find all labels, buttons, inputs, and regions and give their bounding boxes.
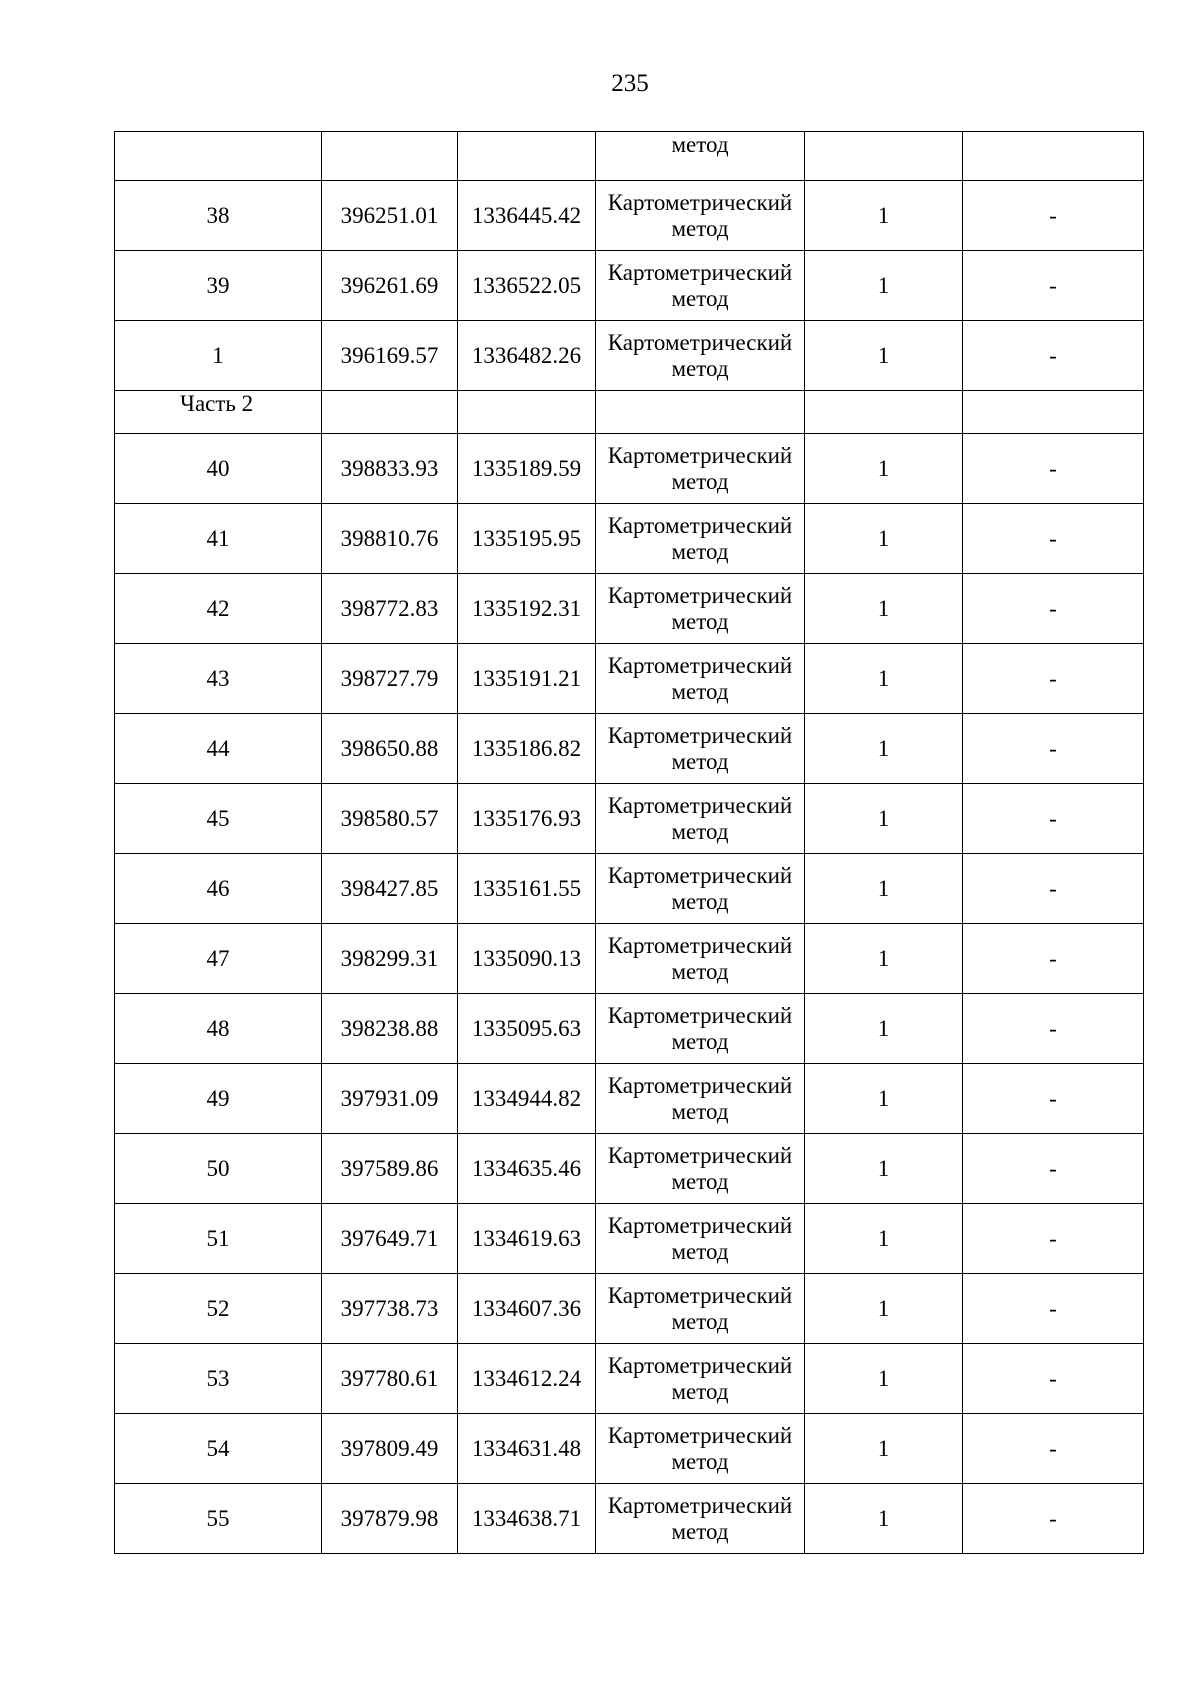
cell-method (596, 504, 805, 574)
method-line-1: Картометрический (607, 512, 793, 538)
method-line-1: Картометрический (607, 189, 793, 215)
cell-method (596, 784, 805, 854)
cell-accuracy: 1 (805, 1344, 963, 1414)
cell-accuracy: 1 (805, 504, 963, 574)
cell-method (596, 1204, 805, 1274)
method-line-1: Картометрический (607, 259, 793, 285)
cell-y: 1336522.05 (458, 251, 596, 321)
cell-method (596, 574, 805, 644)
method-line-1: Картометрический (607, 722, 793, 748)
cell-point-number: 41 (115, 504, 322, 574)
cell-description: - (963, 854, 1144, 924)
coordinates-table-body (115, 132, 1144, 1554)
cell-method (596, 644, 805, 714)
table-row (115, 1484, 1144, 1554)
method-line-2: метод (671, 1238, 729, 1264)
table-row (115, 1414, 1144, 1484)
cell-y: 1335090.13 (458, 924, 596, 994)
method-line-2: метод (671, 888, 729, 914)
cell-description: - (963, 181, 1144, 251)
cell-method (596, 434, 805, 504)
table-row (115, 251, 1144, 321)
cell-method (596, 321, 805, 391)
method-line-1: Картометрический (607, 1072, 793, 1098)
cell-y (458, 132, 596, 181)
method-line-2: метод (671, 285, 729, 311)
cell-accuracy: 1 (805, 574, 963, 644)
cell-x: 398810.76 (322, 504, 458, 574)
table-row (115, 1134, 1144, 1204)
cell-description (963, 132, 1144, 181)
cell-point-number: 47 (115, 924, 322, 994)
method-line-1: Картометрический (607, 652, 793, 678)
cell-point-number: 40 (115, 434, 322, 504)
cell-point-number: 46 (115, 854, 322, 924)
cell-y: 1335189.59 (458, 434, 596, 504)
cell-x: 397738.73 (322, 1274, 458, 1344)
method-line-2: метод (671, 608, 729, 634)
cell-accuracy: 1 (805, 1274, 963, 1344)
method-line-2: метод (671, 1028, 729, 1054)
method-line-2: метод (671, 215, 729, 241)
cell-accuracy: 1 (805, 784, 963, 854)
cell-x: 397589.86 (322, 1134, 458, 1204)
cell-accuracy: 1 (805, 1134, 963, 1204)
cell-accuracy: 1 (805, 434, 963, 504)
cell-description: - (963, 574, 1144, 644)
cell-method (596, 1414, 805, 1484)
method-line-1: Картометрический (607, 932, 793, 958)
cell-y: 1335161.55 (458, 854, 596, 924)
method-line-2: метод (671, 1098, 729, 1124)
cell-method (596, 181, 805, 251)
method-line-2: метод (671, 538, 729, 564)
cell-accuracy: 1 (805, 251, 963, 321)
cell-description: - (963, 434, 1144, 504)
cell-y: 1334612.24 (458, 1344, 596, 1414)
cell-y: 1334631.48 (458, 1414, 596, 1484)
table-row (115, 994, 1144, 1064)
method-line-1: Картометрический (607, 1142, 793, 1168)
method-line-2: метод (671, 748, 729, 774)
cell-y: 1334619.63 (458, 1204, 596, 1274)
cell-description: - (963, 1344, 1144, 1414)
cell-point-number: 53 (115, 1344, 322, 1414)
method-line-1: Картометрический (607, 1422, 793, 1448)
table-row (115, 644, 1144, 714)
cell-description: - (963, 1134, 1144, 1204)
cell-empty (596, 391, 805, 434)
cell-description: - (963, 994, 1144, 1064)
cell-method (596, 854, 805, 924)
method-line-2: метод (671, 1448, 729, 1474)
cell-point-number: 45 (115, 784, 322, 854)
cell-x: 397931.09 (322, 1064, 458, 1134)
cell-accuracy: 1 (805, 1484, 963, 1554)
cell-y: 1335192.31 (458, 574, 596, 644)
cell-point-number: 52 (115, 1274, 322, 1344)
table-row (115, 434, 1144, 504)
cell-description: - (963, 321, 1144, 391)
method-line-2: метод (671, 1168, 729, 1194)
cell-description: - (963, 714, 1144, 784)
method-line-1: Картометрический (607, 1282, 793, 1308)
table-row (115, 1344, 1144, 1414)
cell-description: - (963, 504, 1144, 574)
method-line-2: метод (671, 818, 729, 844)
cell-x (322, 132, 458, 181)
method-line-2: метод (671, 1308, 729, 1334)
cell-accuracy: 1 (805, 181, 963, 251)
cell-method (596, 714, 805, 784)
table-row (115, 504, 1144, 574)
cell-method (596, 1344, 805, 1414)
cell-point-number: 39 (115, 251, 322, 321)
cell-point-number (115, 132, 322, 181)
cell-point-number: 50 (115, 1134, 322, 1204)
cell-description: - (963, 1204, 1144, 1274)
cell-description: - (963, 1414, 1144, 1484)
method-line-1: Картометрический (607, 792, 793, 818)
cell-y: 1336445.42 (458, 181, 596, 251)
cell-y: 1334635.46 (458, 1134, 596, 1204)
cell-description: - (963, 784, 1144, 854)
method-line-1: Картометрический (607, 862, 793, 888)
cell-point-number: 54 (115, 1414, 322, 1484)
cell-accuracy: 1 (805, 924, 963, 994)
cell-point-number: 51 (115, 1204, 322, 1274)
cell-empty (805, 391, 963, 434)
cell-accuracy: 1 (805, 994, 963, 1064)
table-row (115, 1064, 1144, 1134)
cell-point-number: 43 (115, 644, 322, 714)
cell-x: 397649.71 (322, 1204, 458, 1274)
table-row (115, 1274, 1144, 1344)
method-line-2: метод (671, 1378, 729, 1404)
section-label: Часть 2 (115, 391, 322, 434)
cell-description: - (963, 1274, 1144, 1344)
cell-x: 398727.79 (322, 644, 458, 714)
cell-y: 1335176.93 (458, 784, 596, 854)
page-number: 235 (611, 70, 649, 97)
table-row (115, 181, 1144, 251)
table-row (115, 714, 1144, 784)
cell-y: 1334638.71 (458, 1484, 596, 1554)
cell-description: - (963, 1484, 1144, 1554)
cell-y: 1336482.26 (458, 321, 596, 391)
method-line-2: метод (671, 958, 729, 984)
table-row-continuation (115, 132, 1144, 181)
cell-accuracy: 1 (805, 1414, 963, 1484)
cell-point-number: 48 (115, 994, 322, 1064)
method-line-1: Картометрический (607, 442, 793, 468)
cell-method (596, 924, 805, 994)
cell-description: - (963, 644, 1144, 714)
cell-x: 398772.83 (322, 574, 458, 644)
cell-method: метод (596, 132, 805, 181)
method-line-2: метод (671, 355, 729, 381)
cell-accuracy: 1 (805, 1204, 963, 1274)
cell-method (596, 1064, 805, 1134)
cell-method (596, 1274, 805, 1344)
method-line-2: метод (671, 468, 729, 494)
cell-accuracy: 1 (805, 714, 963, 784)
cell-x: 396251.01 (322, 181, 458, 251)
cell-x: 397809.49 (322, 1414, 458, 1484)
method-line-1: Картометрический (607, 329, 793, 355)
cell-x: 398833.93 (322, 434, 458, 504)
cell-point-number: 38 (115, 181, 322, 251)
cell-x: 397780.61 (322, 1344, 458, 1414)
cell-y: 1335186.82 (458, 714, 596, 784)
table-row (115, 784, 1144, 854)
cell-accuracy (805, 132, 963, 181)
cell-y: 1335095.63 (458, 994, 596, 1064)
cell-point-number: 49 (115, 1064, 322, 1134)
method-line-2: метод (671, 1518, 729, 1544)
cell-method (596, 1484, 805, 1554)
cell-accuracy: 1 (805, 854, 963, 924)
cell-accuracy: 1 (805, 321, 963, 391)
table-row (115, 854, 1144, 924)
cell-x: 397879.98 (322, 1484, 458, 1554)
method-line-2: метод (671, 678, 729, 704)
cell-x: 398580.57 (322, 784, 458, 854)
cell-method (596, 1134, 805, 1204)
cell-method (596, 251, 805, 321)
section-row-part-2 (115, 391, 1144, 434)
cell-empty (963, 391, 1144, 434)
cell-x: 398427.85 (322, 854, 458, 924)
cell-empty (458, 391, 596, 434)
table-row (115, 321, 1144, 391)
method-line-1: Картометрический (607, 1352, 793, 1378)
method-line-1: Картометрический (607, 1002, 793, 1028)
table-row (115, 924, 1144, 994)
method-line-1: Картометрический (607, 1492, 793, 1518)
cell-x: 396261.69 (322, 251, 458, 321)
cell-x: 398650.88 (322, 714, 458, 784)
cell-y: 1335191.21 (458, 644, 596, 714)
cell-y: 1334607.36 (458, 1274, 596, 1344)
cell-x: 396169.57 (322, 321, 458, 391)
cell-point-number: 42 (115, 574, 322, 644)
cell-accuracy: 1 (805, 1064, 963, 1134)
cell-empty (322, 391, 458, 434)
cell-description: - (963, 1064, 1144, 1134)
cell-y: 1334944.82 (458, 1064, 596, 1134)
cell-description: - (963, 924, 1144, 994)
cell-accuracy: 1 (805, 644, 963, 714)
table-row (115, 574, 1144, 644)
cell-x: 398299.31 (322, 924, 458, 994)
cell-x: 398238.88 (322, 994, 458, 1064)
cell-point-number: 55 (115, 1484, 322, 1554)
coordinates-table (114, 131, 1144, 1554)
cell-y: 1335195.95 (458, 504, 596, 574)
cell-point-number: 44 (115, 714, 322, 784)
cell-method (596, 994, 805, 1064)
cell-description: - (963, 251, 1144, 321)
method-line-1: Картометрический (607, 582, 793, 608)
method-line-1: Картометрический (607, 1212, 793, 1238)
cell-point-number: 1 (115, 321, 322, 391)
table-row (115, 1204, 1144, 1274)
